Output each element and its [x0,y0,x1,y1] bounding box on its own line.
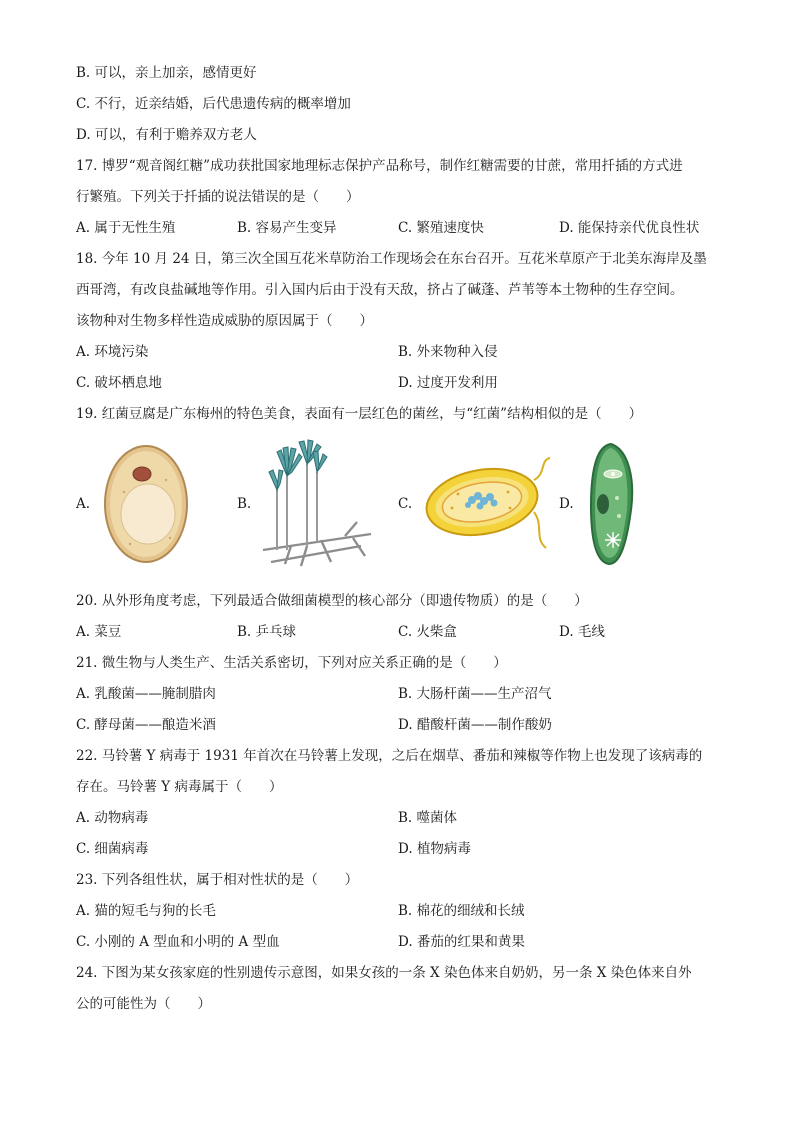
q19-option-b-label: B. [237,496,252,512]
q24-stem-line2: 公的可能性为（ ） [76,996,211,1012]
q19-option-d-label: D. [559,496,574,512]
q18-option-a: A. 环境污染 [76,344,149,360]
q20-option-d: D. 毛线 [559,624,605,640]
q23-options-row2 [76,927,721,958]
q18-option-b: B. 外来物种入侵 [398,344,498,360]
q18-options-row2 [76,368,721,399]
q21-option-d: D. 醋酸杆菌——制作酸奶 [398,717,552,733]
paramecium-illustration [583,440,639,568]
q21-stem: 21. 微生物与人类生产、生活关系密切，下列对应关系正确的是（ ） [76,655,507,671]
q19-option-a [76,440,237,568]
q23-option-c: C. 小刚的 A 型血和小明的 A 型血 [76,934,280,950]
q20-option-a: A. 菜豆 [76,624,122,640]
bacterium-illustration [422,456,554,552]
q21-options-row2 [76,710,721,741]
q18-stem-line1: 18. 今年 10 月 24 日，第三次全国互花米草防治工作现场会在东台召开。互花米草原产于北美东海岸及墨 [76,251,707,267]
mold-hyphae-illustration [261,438,373,570]
q19-option-b [237,438,398,570]
q18-option-d: D. 过度开发利用 [398,375,498,391]
q22-option-d: D. 植物病毒 [398,841,471,857]
q18-stem-line3: 该物种对生物多样性造成威胁的原因属于（ ） [76,313,373,329]
q17-option-d: D. 能保持亲代优良性状 [559,220,700,236]
q23-option-d: D. 番茄的红果和黄果 [398,934,525,950]
q16-option-d: D. 可以，有利于赡养双方老人 [76,127,257,143]
q17-option-b: B. 容易产生变异 [237,220,337,236]
q21-options-row1 [76,679,721,710]
q22-option-c: C. 细菌病毒 [76,841,149,857]
q16-option-c: C. 不行，近亲结婚，后代患遗传病的概率增加 [76,96,351,112]
q21-option-b: B. 大肠杆菌——生产沼气 [398,686,552,702]
q18-stem-line2: 西哥湾，有改良盐碱地等作用。引入国内后由于没有天敌，挤占了碱蓬、芦苇等本土物种的生存空间。 [76,282,684,298]
q17-options [76,213,721,244]
q16-option-b: B. 可以，亲上加亲，感情更好 [76,65,257,81]
q23-options-row1 [76,896,721,927]
q21-option-c: C. 酵母菌——酿造米酒 [76,717,216,733]
exam-page [76,58,721,1020]
q17-stem-line2: 行繁殖。下列关于扦插的说法错误的是（ ） [76,189,360,205]
q18-options-row1 [76,337,721,368]
q20-option-b: B. 乒乓球 [237,624,297,640]
q19-option-c [398,456,559,552]
q23-stem: 23. 下列各组性状，属于相对性状的是（ ） [76,872,359,888]
q22-options-row2 [76,834,721,865]
q23-option-a: A. 猫的短毛与狗的长毛 [76,903,216,919]
q21-option-a: A. 乳酸菌——腌制腊肉 [76,686,216,702]
q18-option-c: C. 破坏栖息地 [76,375,162,391]
q20-options [76,617,721,648]
q19-option-d [559,440,720,568]
q22-stem-line2: 存在。马铃薯 Y 病毒属于（ ） [76,779,283,795]
q17-stem-line1: 17. 博罗“观音阁红糖”成功获批国家地理标志保护产品称号，制作红糖需要的甘蔗，常用扦插的方式进 [76,158,683,174]
q19-stem: 19. 红菌豆腐是广东梅州的特色美食，表面有一层红色的菌丝，与“红菌”结构相似的是（ ） [76,406,643,422]
q17-option-a: A. 属于无性生殖 [76,220,176,236]
q24-stem-line1: 24. 下图为某女孩家庭的性别遗传示意图，如果女孩的一条 X 染色体来自奶奶，另一条 X 染色体来自外 [76,965,692,981]
q22-stem-line1: 22. 马铃薯 Y 病毒于 1931 年首次在马铃薯上发现，之后在烟草、番茄和辣椒等作物上也发现了该病毒的 [76,748,703,764]
yeast-cell-illustration [100,440,192,568]
q20-stem: 20. 从外形角度考虑，下列最适合做细菌模型的核心部分（即遗传物质）的是（ ） [76,593,588,609]
q17-option-c: C. 繁殖速度快 [398,220,484,236]
q19-option-a-label: A. [76,496,91,512]
q23-option-b: B. 棉花的细绒和长绒 [398,903,525,919]
q19-option-c-label: C. [398,496,413,512]
q19-image-options [76,430,721,578]
q20-option-c: C. 火柴盒 [398,624,457,640]
q22-options-row1 [76,803,721,834]
q22-option-b: B. 噬菌体 [398,810,458,826]
q22-option-a: A. 动物病毒 [76,810,149,826]
